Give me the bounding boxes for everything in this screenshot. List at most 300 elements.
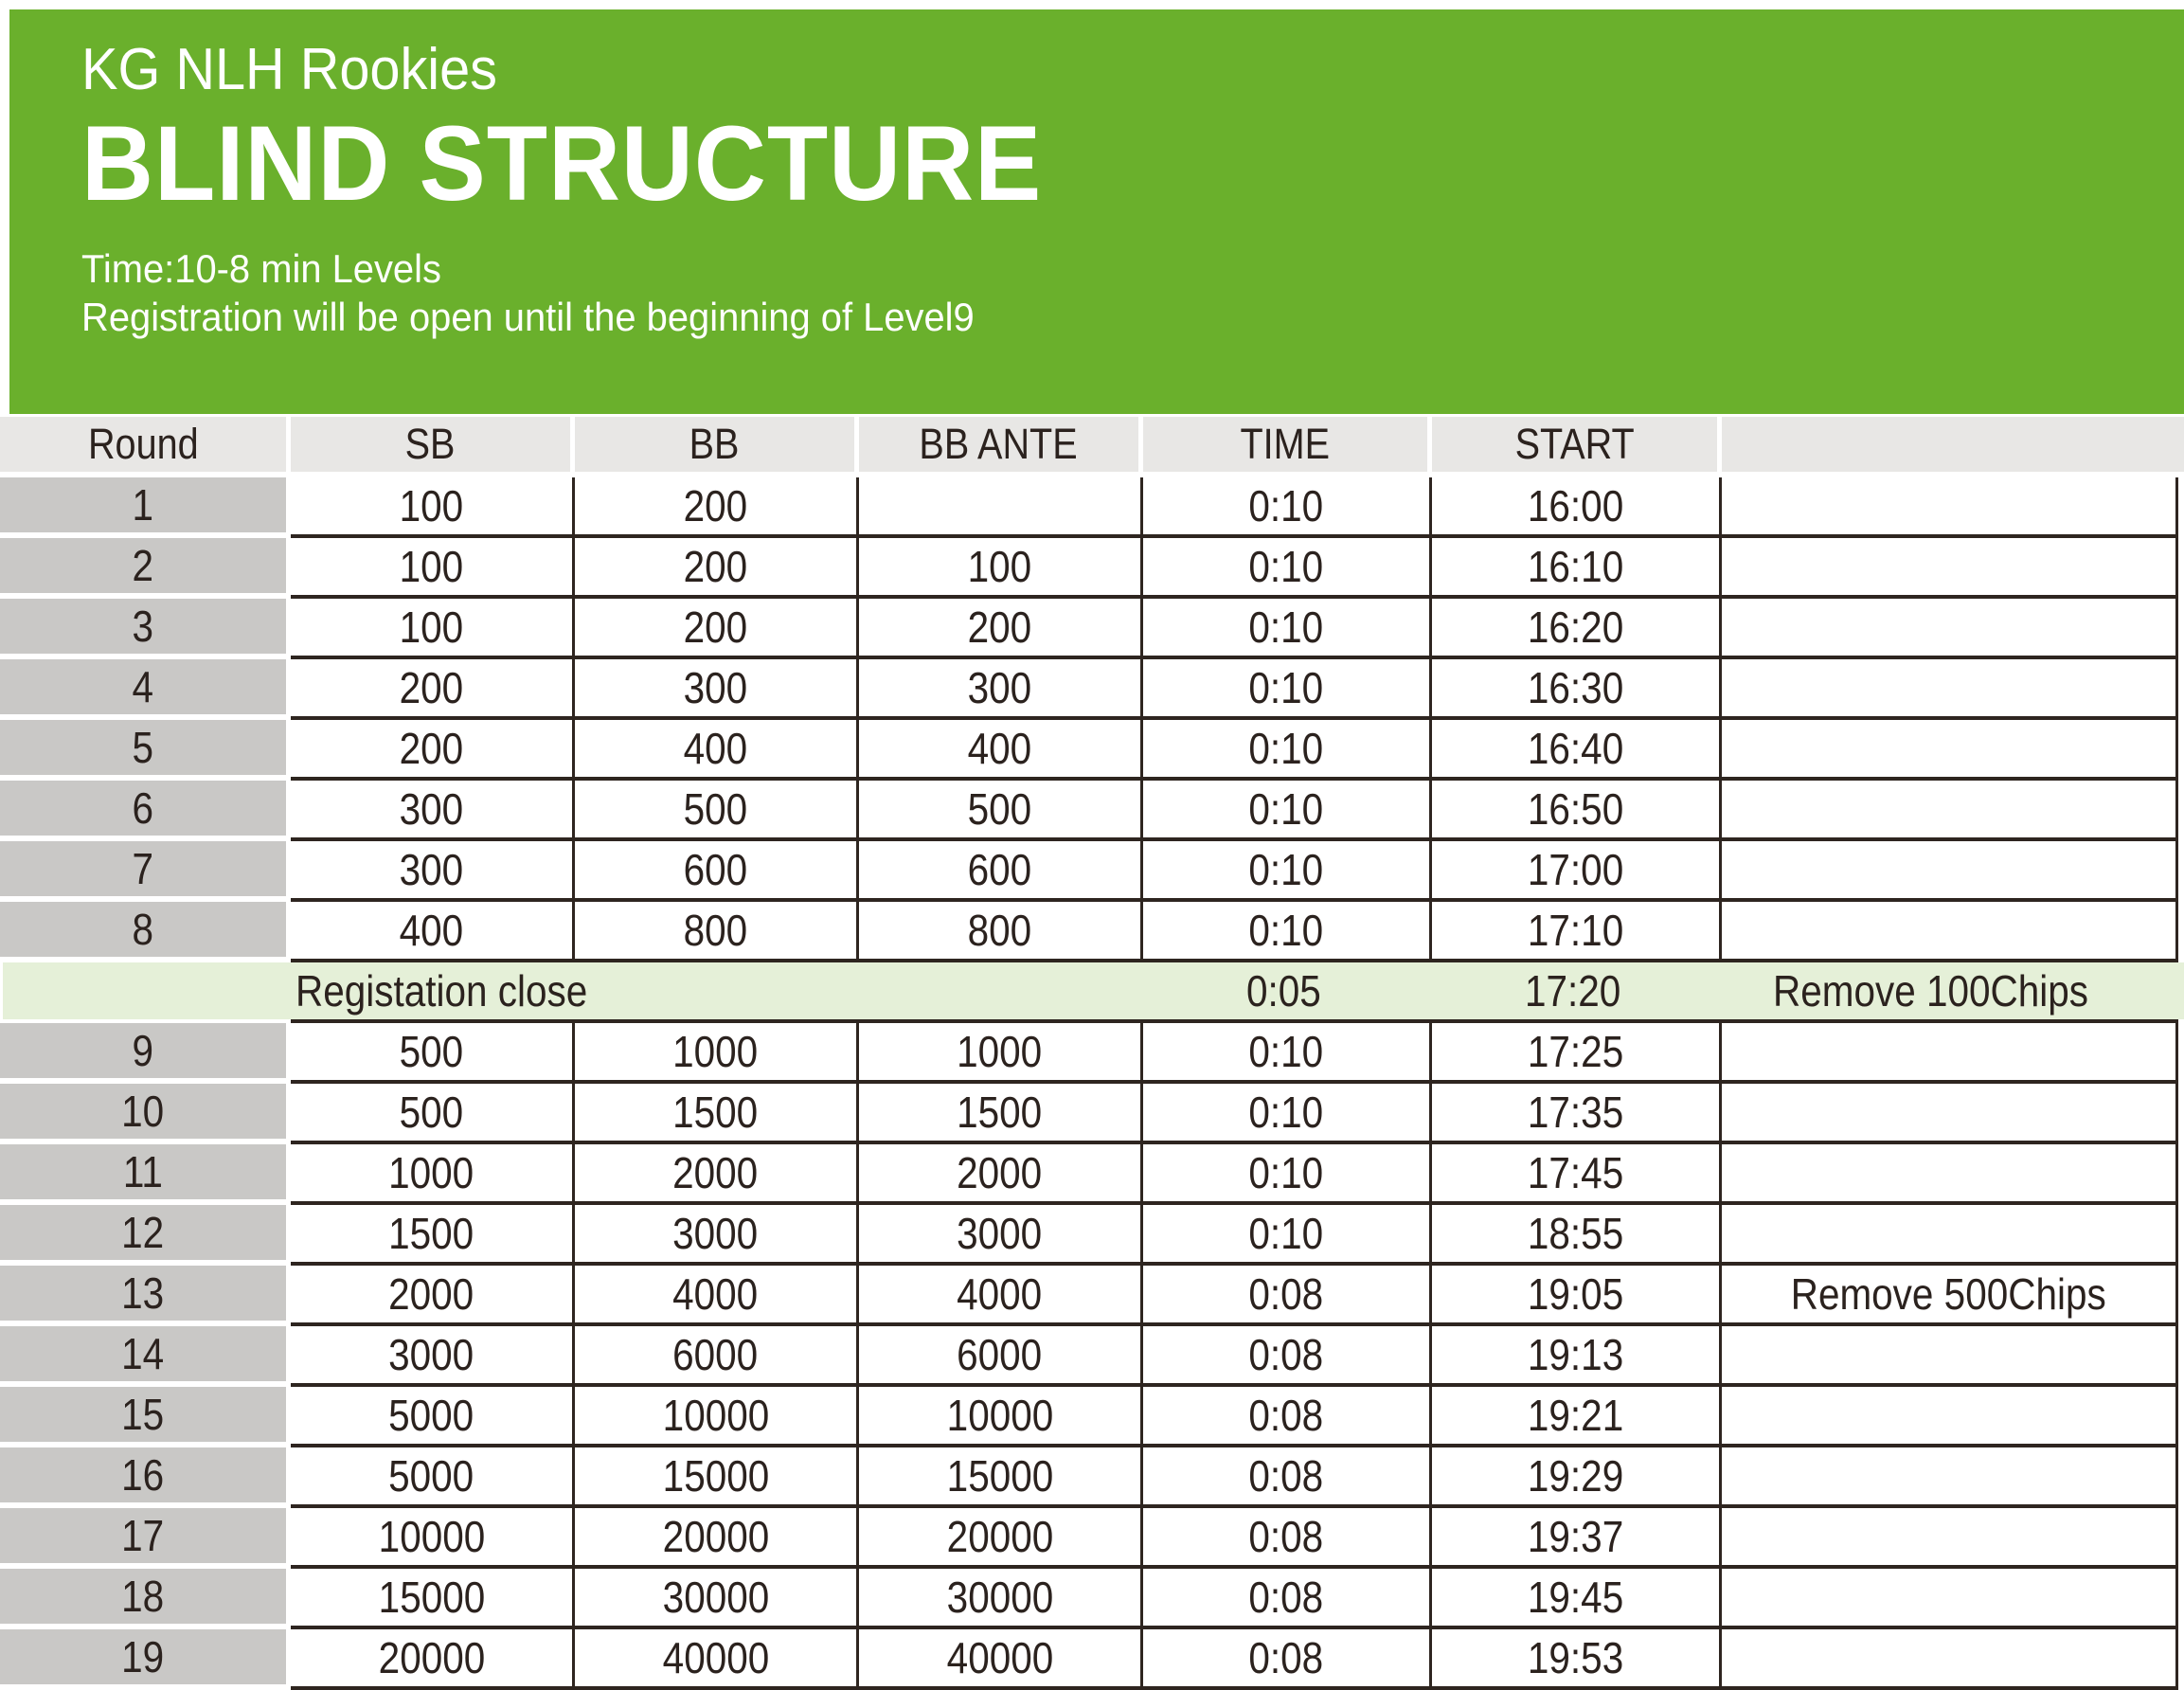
time-cell bbox=[1143, 1508, 1432, 1569]
time-cell-text: 0:08 bbox=[1248, 1330, 1324, 1379]
bb-cell-text: 200 bbox=[683, 602, 748, 652]
start-cell-text: 17:00 bbox=[1527, 845, 1624, 894]
start-cell bbox=[1432, 781, 1722, 841]
start-cell bbox=[1432, 1205, 1722, 1266]
sb-cell-text: 1500 bbox=[388, 1209, 474, 1258]
table-row bbox=[0, 659, 2184, 720]
start-cell-text: 19:13 bbox=[1527, 1330, 1624, 1379]
start-cell bbox=[1432, 1144, 1722, 1205]
column-header-round bbox=[0, 417, 286, 472]
round-cell-text: 18 bbox=[121, 1572, 165, 1621]
start-cell bbox=[1432, 1508, 1722, 1569]
round-cell-text: 12 bbox=[121, 1208, 165, 1257]
time-cell bbox=[1143, 781, 1432, 841]
bb-cell bbox=[575, 1266, 859, 1326]
note-cell bbox=[1722, 1326, 2178, 1387]
hero-banner bbox=[9, 9, 2184, 414]
time-cell-text: 0:10 bbox=[1248, 602, 1324, 652]
sb-cell-text: 5000 bbox=[388, 1451, 474, 1501]
time-cell bbox=[1143, 1084, 1432, 1144]
start-cell-text: 19:21 bbox=[1527, 1391, 1624, 1440]
sb-cell bbox=[291, 720, 575, 781]
note-cell bbox=[1722, 477, 2178, 538]
start-cell bbox=[1432, 841, 1722, 902]
time-cell bbox=[1143, 902, 1432, 962]
bb-cell bbox=[575, 781, 859, 841]
registration-close-row bbox=[0, 962, 2184, 1023]
bb-ante-cell-text: 500 bbox=[967, 784, 1032, 834]
bb-cell bbox=[575, 1084, 859, 1144]
round-cell bbox=[0, 538, 286, 593]
time-cell bbox=[1143, 1387, 1432, 1447]
round-cell bbox=[0, 1023, 286, 1078]
time-cell-text: 0:10 bbox=[1248, 542, 1324, 591]
column-header-notes bbox=[1722, 417, 2184, 472]
round-cell-text: 7 bbox=[132, 844, 154, 893]
sb-cell-text: 200 bbox=[399, 724, 464, 773]
start-cell bbox=[1432, 1629, 1722, 1690]
sb-cell-text: 20000 bbox=[378, 1633, 485, 1682]
bb-cell bbox=[575, 1569, 859, 1629]
sb-cell bbox=[291, 477, 575, 538]
start-cell-text: 16:50 bbox=[1527, 784, 1624, 834]
time-cell-text: 0:10 bbox=[1248, 724, 1324, 773]
note-cell bbox=[1722, 1144, 2178, 1205]
bb-ante-cell-text: 2000 bbox=[957, 1148, 1043, 1197]
round-cell-text: 10 bbox=[121, 1087, 165, 1136]
start-cell-text: 17:25 bbox=[1527, 1027, 1624, 1076]
bb-cell-text: 4000 bbox=[672, 1269, 759, 1319]
round-cell bbox=[0, 1084, 286, 1139]
table-row bbox=[0, 538, 2184, 599]
sb-cell bbox=[291, 1144, 575, 1205]
sb-cell bbox=[291, 902, 575, 962]
sb-cell bbox=[291, 1084, 575, 1144]
bb-cell-text: 600 bbox=[683, 845, 748, 894]
start-cell-text: 16:20 bbox=[1527, 602, 1624, 652]
bb-ante-cell bbox=[859, 659, 1143, 720]
round-cell bbox=[0, 659, 286, 714]
table-row bbox=[0, 1629, 2184, 1690]
note-cell bbox=[1722, 538, 2178, 599]
start-cell-text: 19:53 bbox=[1527, 1633, 1624, 1682]
round-cell bbox=[0, 1326, 286, 1381]
sb-cell bbox=[291, 1205, 575, 1266]
tournament-name bbox=[81, 38, 2184, 102]
sb-cell-text: 15000 bbox=[378, 1573, 485, 1622]
time-cell bbox=[1143, 1569, 1432, 1629]
note-cell bbox=[1722, 1023, 2178, 1084]
time-cell-text: 0:08 bbox=[1248, 1269, 1324, 1319]
table-row bbox=[0, 1387, 2184, 1447]
start-cell bbox=[1432, 659, 1722, 720]
subtitle-time-levels-text: Time:10-8 min Levels bbox=[81, 245, 441, 291]
sb-cell bbox=[291, 1569, 575, 1629]
start-cell-text: 19:37 bbox=[1527, 1512, 1624, 1561]
table-row bbox=[0, 781, 2184, 841]
time-cell bbox=[1143, 1629, 1432, 1690]
time-cell bbox=[1146, 962, 1432, 1019]
bb-ante-cell bbox=[859, 781, 1143, 841]
row-data-cells bbox=[291, 1266, 2178, 1326]
round-cell-text: 8 bbox=[132, 905, 154, 954]
bb-ante-cell bbox=[859, 902, 1143, 962]
time-cell-text: 0:08 bbox=[1248, 1391, 1324, 1440]
time-cell-text: 0:10 bbox=[1248, 663, 1324, 712]
time-cell bbox=[1143, 1266, 1432, 1326]
bb-ante-cell-text: 30000 bbox=[946, 1573, 1053, 1622]
bb-ante-cell bbox=[859, 1266, 1143, 1326]
column-header-time bbox=[1143, 417, 1432, 472]
note-cell bbox=[1722, 1266, 2178, 1326]
column-header-bb-text: BB bbox=[689, 420, 740, 468]
time-cell bbox=[1143, 1326, 1432, 1387]
table-row bbox=[0, 1326, 2184, 1387]
time-cell-text: 0:10 bbox=[1248, 1027, 1324, 1076]
bb-ante-cell-text: 100 bbox=[967, 542, 1032, 591]
row-data-cells bbox=[291, 599, 2178, 659]
round-cell bbox=[0, 1447, 286, 1502]
bb-cell-text: 1500 bbox=[672, 1088, 759, 1137]
bb-cell bbox=[575, 841, 859, 902]
bb-ante-cell-text: 3000 bbox=[957, 1209, 1043, 1258]
row-data-cells bbox=[291, 1387, 2178, 1447]
round-cell bbox=[0, 1387, 286, 1442]
table-row bbox=[0, 1084, 2184, 1144]
sb-cell-text: 5000 bbox=[388, 1391, 474, 1440]
bb-ante-cell bbox=[859, 1326, 1143, 1387]
round-cell bbox=[0, 902, 286, 957]
column-header-sb bbox=[291, 417, 575, 472]
bb-cell-text: 500 bbox=[683, 784, 748, 834]
note-cell bbox=[1726, 962, 2178, 1019]
note-cell bbox=[1722, 1387, 2178, 1447]
row-data-cells bbox=[291, 1629, 2178, 1690]
bb-cell bbox=[575, 599, 859, 659]
start-cell-text: 18:55 bbox=[1527, 1209, 1624, 1258]
column-header-sb-text: SB bbox=[405, 420, 456, 468]
bb-cell bbox=[575, 1629, 859, 1690]
time-cell bbox=[1143, 1205, 1432, 1266]
sb-cell bbox=[291, 1447, 575, 1508]
sb-cell-text: 100 bbox=[399, 602, 464, 652]
bb-cell bbox=[575, 1387, 859, 1447]
row-data-cells bbox=[291, 1326, 2178, 1387]
sb-cell-text: 3000 bbox=[388, 1330, 474, 1379]
bb-cell bbox=[575, 1205, 859, 1266]
bb-cell-text: 6000 bbox=[672, 1330, 759, 1379]
page-title bbox=[81, 104, 2184, 224]
row-data-cells bbox=[291, 1205, 2178, 1266]
bb-cell bbox=[575, 538, 859, 599]
time-cell-text: 0:10 bbox=[1248, 481, 1324, 530]
round-cell bbox=[0, 781, 286, 836]
column-header-bb bbox=[575, 417, 859, 472]
round-cell bbox=[0, 1266, 286, 1321]
note-cell bbox=[1722, 1447, 2178, 1508]
subtitle-time-levels bbox=[81, 244, 2184, 293]
round-cell bbox=[0, 1569, 286, 1624]
subtitle-lines bbox=[81, 244, 2184, 341]
row-data-cells bbox=[291, 781, 2178, 841]
sb-cell bbox=[291, 1023, 575, 1084]
round-cell-text: 3 bbox=[132, 602, 154, 651]
sb-cell-text: 2000 bbox=[388, 1269, 474, 1319]
table-rows bbox=[0, 477, 2184, 1690]
start-cell-text: 19:29 bbox=[1527, 1451, 1624, 1501]
bb-ante-cell bbox=[859, 599, 1143, 659]
time-cell bbox=[1143, 659, 1432, 720]
row-data-cells bbox=[291, 841, 2178, 902]
start-cell bbox=[1437, 962, 1722, 1019]
registration-close-label bbox=[295, 962, 627, 1019]
bb-ante-cell-text: 6000 bbox=[957, 1330, 1043, 1379]
bb-ante-cell-text: 800 bbox=[967, 906, 1032, 955]
bb-cell bbox=[575, 1447, 859, 1508]
note-cell bbox=[1722, 720, 2178, 781]
bb-ante-cell bbox=[859, 477, 1143, 538]
column-header-time-text: TIME bbox=[1240, 420, 1331, 468]
bb-ante-cell-text: 200 bbox=[967, 602, 1032, 652]
table-row bbox=[0, 1205, 2184, 1266]
page-title-text: BLIND STRUCTURE bbox=[81, 104, 1043, 224]
table-header-row bbox=[0, 417, 2184, 472]
sb-cell bbox=[291, 1326, 575, 1387]
table-row bbox=[0, 902, 2184, 962]
sb-cell bbox=[291, 1508, 575, 1569]
round-cell bbox=[0, 599, 286, 654]
bb-ante-cell bbox=[859, 1205, 1143, 1266]
table-row bbox=[0, 1569, 2184, 1629]
bb-cell-text: 30000 bbox=[662, 1573, 769, 1622]
subtitle-registration bbox=[81, 293, 2184, 341]
bb-cell-text: 40000 bbox=[662, 1633, 769, 1682]
sb-cell bbox=[291, 659, 575, 720]
note-cell bbox=[1722, 1629, 2178, 1690]
round-cell bbox=[0, 1205, 286, 1260]
row-data-cells bbox=[291, 1569, 2178, 1629]
note-cell bbox=[1722, 841, 2178, 902]
note-cell bbox=[1722, 599, 2178, 659]
bb-ante-cell-text: 1000 bbox=[957, 1027, 1043, 1076]
time-cell-text: 0:08 bbox=[1248, 1573, 1324, 1622]
start-cell bbox=[1432, 599, 1722, 659]
bb-ante-cell bbox=[859, 1084, 1143, 1144]
time-cell bbox=[1143, 841, 1432, 902]
note-cell bbox=[1722, 1569, 2178, 1629]
bb-ante-cell-text: 1500 bbox=[957, 1088, 1043, 1137]
note-cell-text: Remove 100Chips bbox=[1772, 966, 2088, 1016]
bb-cell bbox=[575, 1023, 859, 1084]
bb-cell bbox=[575, 1508, 859, 1569]
row-data-cells bbox=[291, 538, 2178, 599]
start-cell-text: 19:45 bbox=[1527, 1573, 1624, 1622]
bb-cell-text: 2000 bbox=[672, 1148, 759, 1197]
start-cell-text: 16:10 bbox=[1527, 542, 1624, 591]
bb-ante-cell-text: 40000 bbox=[946, 1633, 1053, 1682]
bb-cell-text: 200 bbox=[683, 542, 748, 591]
row-data-cells bbox=[291, 902, 2178, 962]
note-cell bbox=[1722, 1508, 2178, 1569]
bb-ante-cell bbox=[859, 1023, 1143, 1084]
sb-cell bbox=[291, 1629, 575, 1690]
round-cell-text: 19 bbox=[121, 1632, 165, 1681]
start-cell-text: 17:35 bbox=[1527, 1088, 1624, 1137]
sb-cell-text: 100 bbox=[399, 481, 464, 530]
sb-cell bbox=[291, 781, 575, 841]
bb-cell-text: 800 bbox=[683, 906, 748, 955]
table-row bbox=[0, 1144, 2184, 1205]
time-cell-text: 0:05 bbox=[1246, 966, 1322, 1016]
bb-ante-cell-text: 600 bbox=[967, 845, 1032, 894]
sb-cell-text: 200 bbox=[399, 663, 464, 712]
start-cell bbox=[1432, 1387, 1722, 1447]
bb-cell bbox=[575, 902, 859, 962]
table-row bbox=[0, 599, 2184, 659]
note-cell bbox=[1722, 902, 2178, 962]
round-cell-text: 9 bbox=[132, 1026, 154, 1075]
bb-cell bbox=[575, 720, 859, 781]
start-cell-text: 17:20 bbox=[1524, 966, 1621, 1016]
bb-ante-cell-text: 300 bbox=[967, 663, 1032, 712]
round-cell bbox=[0, 1144, 286, 1199]
row-data-cells bbox=[291, 1023, 2178, 1084]
row-data-cells bbox=[291, 1447, 2178, 1508]
start-cell bbox=[1432, 720, 1722, 781]
round-cell-text: 6 bbox=[132, 783, 154, 833]
sb-cell-text: 300 bbox=[399, 784, 464, 834]
sb-cell bbox=[291, 1266, 575, 1326]
bb-cell bbox=[575, 1144, 859, 1205]
time-cell-text: 0:08 bbox=[1248, 1512, 1324, 1561]
bb-ante-cell-text: 20000 bbox=[946, 1512, 1053, 1561]
column-header-bb-ante bbox=[859, 417, 1143, 472]
sb-cell-text: 300 bbox=[399, 845, 464, 894]
bb-cell-text: 1000 bbox=[672, 1027, 759, 1076]
round-cell-text: 17 bbox=[121, 1511, 165, 1560]
round-cell-text: 1 bbox=[132, 480, 154, 530]
sb-cell-text: 500 bbox=[399, 1027, 464, 1076]
note-cell bbox=[1722, 1205, 2178, 1266]
row-divider-line bbox=[291, 1019, 2178, 1023]
round-cell-text: 5 bbox=[132, 723, 154, 772]
column-header-start bbox=[1432, 417, 1722, 472]
bb-ante-cell bbox=[859, 1447, 1143, 1508]
bb-cell-text: 20000 bbox=[662, 1512, 769, 1561]
start-cell bbox=[1432, 902, 1722, 962]
sb-cell-text: 100 bbox=[399, 542, 464, 591]
time-cell-text: 0:10 bbox=[1248, 845, 1324, 894]
time-cell-text: 0:08 bbox=[1248, 1451, 1324, 1501]
round-cell bbox=[0, 720, 286, 775]
time-cell-text: 0:10 bbox=[1248, 906, 1324, 955]
registration-close-label-text: Registation close bbox=[295, 966, 588, 1016]
bb-ante-cell-text: 400 bbox=[967, 724, 1032, 773]
row-data-cells bbox=[291, 477, 2178, 538]
start-cell-text: 16:00 bbox=[1527, 481, 1624, 530]
start-cell bbox=[1432, 1084, 1722, 1144]
round-cell bbox=[0, 1508, 286, 1563]
row-data-cells bbox=[291, 1144, 2178, 1205]
note-cell-text: Remove 500Chips bbox=[1790, 1269, 2106, 1319]
bb-cell-text: 300 bbox=[683, 663, 748, 712]
table-row bbox=[0, 1447, 2184, 1508]
bb-cell bbox=[575, 477, 859, 538]
start-cell bbox=[1432, 1326, 1722, 1387]
table-row bbox=[0, 720, 2184, 781]
round-cell-text: 15 bbox=[121, 1390, 165, 1439]
round-cell-text: 4 bbox=[132, 662, 154, 711]
tournament-name-text: KG NLH Rookies bbox=[81, 37, 498, 102]
sb-cell-text: 500 bbox=[399, 1088, 464, 1137]
time-cell-text: 0:10 bbox=[1248, 784, 1324, 834]
row-data-cells bbox=[291, 1084, 2178, 1144]
note-cell bbox=[1722, 659, 2178, 720]
round-cell-text: 16 bbox=[121, 1450, 165, 1500]
subtitle-registration-text: Registration will be open until the beginning of Level9 bbox=[81, 295, 975, 340]
time-cell bbox=[1143, 599, 1432, 659]
column-header-bb-ante-text: BB ANTE bbox=[919, 420, 1079, 468]
start-cell bbox=[1432, 1023, 1722, 1084]
sb-cell bbox=[291, 538, 575, 599]
bb-ante-cell-text: 4000 bbox=[957, 1269, 1043, 1319]
table-row bbox=[0, 1266, 2184, 1326]
start-cell bbox=[1432, 1569, 1722, 1629]
sb-cell bbox=[291, 1387, 575, 1447]
round-cell-text: 13 bbox=[121, 1268, 165, 1318]
bb-ante-cell bbox=[859, 720, 1143, 781]
start-cell bbox=[1432, 1266, 1722, 1326]
row-data-cells bbox=[291, 720, 2178, 781]
table-row bbox=[0, 1023, 2184, 1084]
row-data-cells bbox=[291, 1508, 2178, 1569]
bb-ante-cell-text: 10000 bbox=[946, 1391, 1053, 1440]
bb-cell-text: 10000 bbox=[662, 1391, 769, 1440]
start-cell-text: 16:30 bbox=[1527, 663, 1624, 712]
sb-cell-text: 400 bbox=[399, 906, 464, 955]
bb-ante-cell-text: 15000 bbox=[946, 1451, 1053, 1501]
time-cell-text: 0:10 bbox=[1248, 1209, 1324, 1258]
time-cell-text: 0:10 bbox=[1248, 1088, 1324, 1137]
bb-ante-cell bbox=[859, 1508, 1143, 1569]
time-cell-text: 0:08 bbox=[1248, 1633, 1324, 1682]
bb-ante-cell bbox=[859, 841, 1143, 902]
sb-cell bbox=[291, 599, 575, 659]
bb-ante-cell bbox=[859, 1387, 1143, 1447]
bb-cell-text: 3000 bbox=[672, 1209, 759, 1258]
bb-ante-cell bbox=[859, 538, 1143, 599]
start-cell bbox=[1432, 538, 1722, 599]
table-row bbox=[0, 477, 2184, 538]
round-cell-text: 14 bbox=[121, 1329, 165, 1378]
start-cell bbox=[1432, 1447, 1722, 1508]
time-cell bbox=[1143, 1023, 1432, 1084]
bb-ante-cell bbox=[859, 1629, 1143, 1690]
start-cell-text: 16:40 bbox=[1527, 724, 1624, 773]
start-cell-text: 19:05 bbox=[1527, 1269, 1624, 1319]
bb-ante-cell bbox=[859, 1144, 1143, 1205]
bb-cell-text: 15000 bbox=[662, 1451, 769, 1501]
time-cell bbox=[1143, 1144, 1432, 1205]
round-cell-text: 2 bbox=[132, 541, 154, 590]
column-header-round-text: Round bbox=[87, 420, 199, 468]
note-cell bbox=[1722, 1084, 2178, 1144]
round-cell-text: 11 bbox=[122, 1147, 164, 1196]
start-cell-text: 17:45 bbox=[1527, 1148, 1624, 1197]
time-cell bbox=[1143, 720, 1432, 781]
round-cell bbox=[0, 477, 286, 532]
bb-cell bbox=[575, 1326, 859, 1387]
